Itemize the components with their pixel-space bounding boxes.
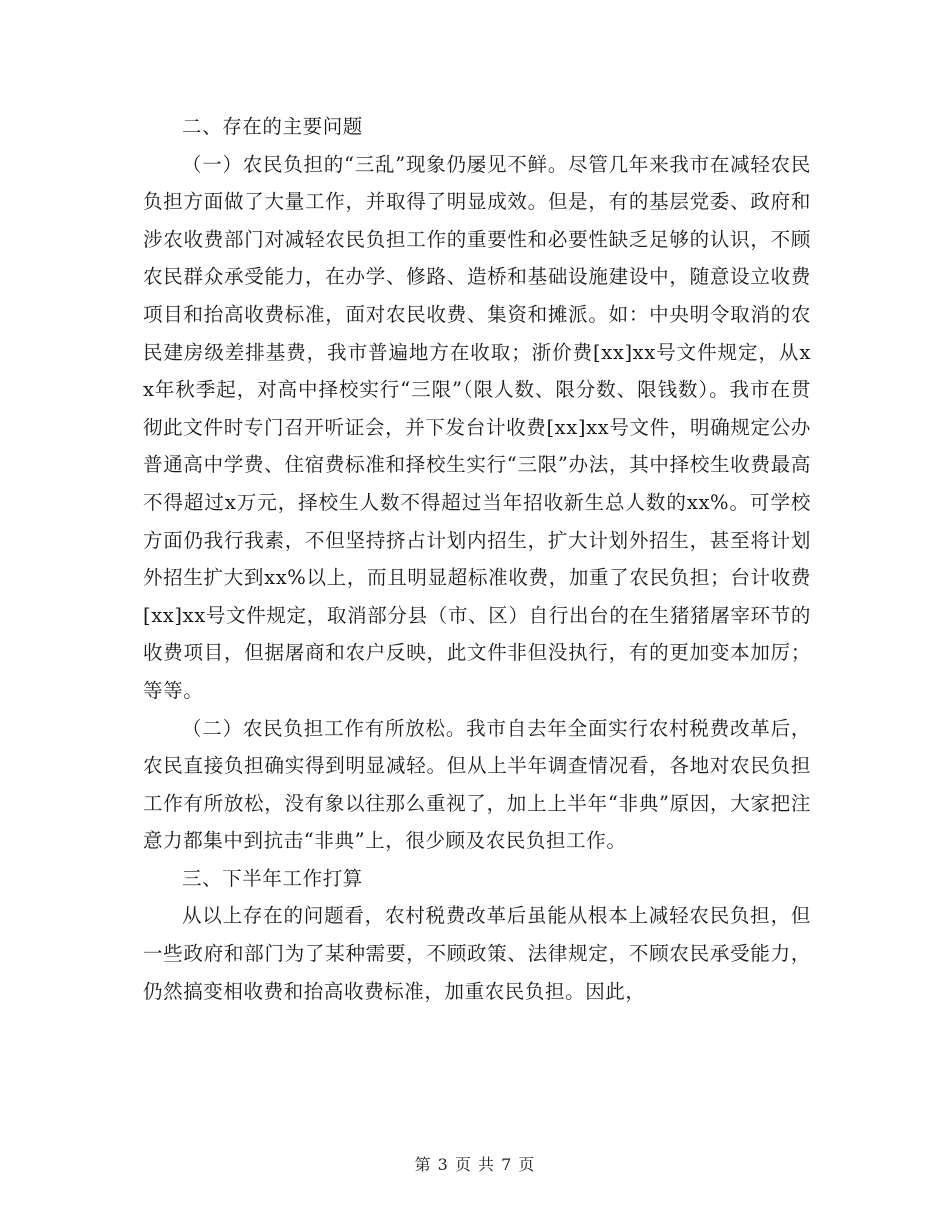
paragraph-plan-intro: 从以上存在的问题看，农村税费改革后虽能从根本上减轻农民负担，但一些政府和部门为了某种需要，不顾政策、法律规定，不顾农民承受能力，仍然搞变相收费和抬高收费标准，加重农民负担。因此，: [143, 904, 811, 1003]
section-heading-plan: 三、下半年工作打算: [182, 866, 363, 890]
page-number-footer: 第 3 页 共 7 页: [414, 1155, 536, 1174]
document-body: [143, 108, 811, 1010]
paragraph-farmer-burden-chaos: （一）农民负担的“三乱”现象仍屡见不鲜。尽管几年来我市在减轻农民负担方面做了大量工作，并取得了明显成效。但是，有的基层党委、政府和涉农收费部门对减轻农民负担工作的重要性和必要性缺乏足够的认识，不顾农民群众承受能力，在办学、修路、造桥和基础设施建设中，随意设立收费项目和抬高收费标准，面对农民收费、集资和摊派。如：中央明令取消的农民建房级差排基费，我市普遍地方在收取；浙价费[xx]xx号文件规定，从xx年秋季起，对高中择校实行“三限”（限人数、限分数、限钱数）。我市在贯彻此文件时专门召开听证会，并下发台计收费[xx]xx号文件，明确规定公办普通高中学费、住宿费标准和择校生实行“三限”办法，其中择校生收费最高不得超过x万元，择校生人数不得超过当年招收新生总人数的xx%。可学校方面仍我行我素，不但坚持挤占计划内招生，扩大计划外招生，甚至将计划外招生扩大到xx%以上，而且明显超标准收费，加重了农民负担；台计收费[xx]xx号文件规定，取消部分县（市、区）自行出台的在生猪猪屠宰环节的收费项目，但据屠商和农户反映，此文件非但没执行，有的更加变本加厉；等等。: [143, 152, 811, 702]
section-heading-problems: 二、存在的主要问题: [182, 115, 363, 138]
paragraph-burden-work-relaxed: （二）农民负担工作有所放松。我市自去年全面实行农村税费改革后，农民直接负担确实得到明显减轻。但从上半年调查情况看，各地对农民负担工作有所放松，没有象以往那么重视了，加上上半年“非典”原因，大家把注意力都集中到抗击“非典”上，很少顾及农民负担工作。: [143, 716, 811, 853]
